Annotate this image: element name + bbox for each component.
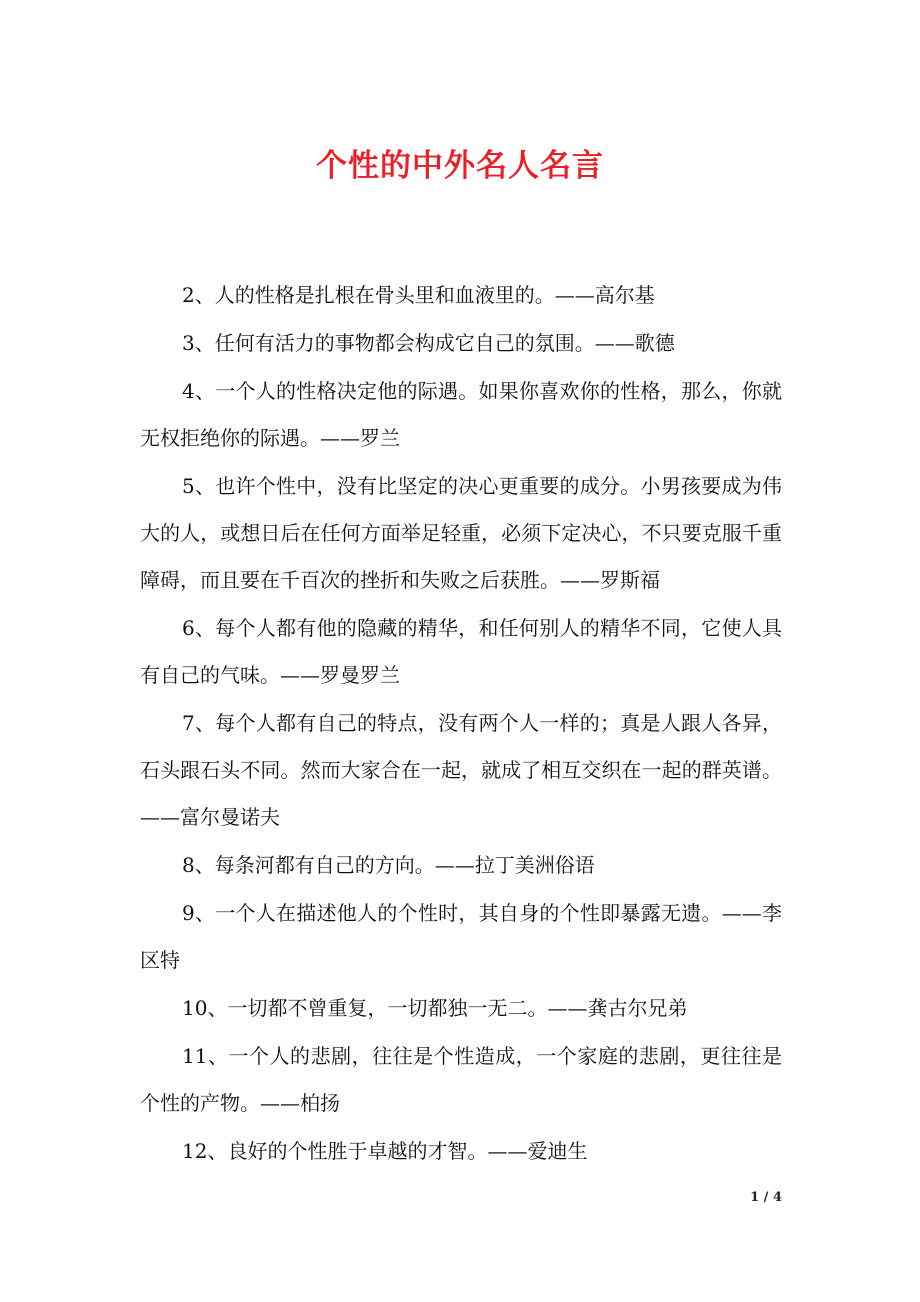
- quote-paragraph: 5、也许个性中，没有比坚定的决心更重要的成分。小男孩要成为伟大的人，或想日后在任何方面举足轻重，必须下定决心，不只要克服千重障碍，而且要在千百次的挫折和失败之后获胜。——罗斯福: [140, 474, 782, 592]
- quote-paragraph: 9、一个人在描述他人的个性时，其自身的个性即暴露无遗。——李区特: [140, 901, 782, 972]
- quote-paragraph: 7、每个人都有自己的特点，没有两个人一样的；真是人跟人各异，石头跟石头不同。然而大家合在一起，就成了相互交织在一起的群英谱。——富尔曼诺夫: [140, 711, 782, 829]
- page-title: 个性的中外名人名言: [316, 148, 604, 184]
- quote-paragraph: 3、任何有活力的事物都会构成它自己的氛围。——歌德: [182, 331, 675, 355]
- quote-paragraph: 2、人的性格是扎根在骨头里和血液里的。——高尔基: [182, 283, 655, 307]
- quote-paragraph: 10、一切都不曾重复，一切都独一无二。——龚古尔兄弟: [182, 996, 688, 1020]
- quote-paragraph: 4、一个人的性格决定他的际遇。如果你喜欢你的性格，那么，你就无权拒绝你的际遇。——罗兰: [140, 379, 782, 450]
- quote-list: [140, 272, 782, 1176]
- quote-paragraph: 12、良好的个性胜于卓越的才智。——爱迪生: [182, 1139, 588, 1163]
- quote-paragraph: 11、一个人的悲剧，往往是个性造成，一个家庭的悲剧，更往往是个性的产物。——柏扬: [140, 1044, 782, 1115]
- quote-paragraph: 8、每条河都有自己的方向。——拉丁美洲俗语: [182, 853, 595, 877]
- quote-paragraph: 6、每个人都有他的隐藏的精华，和任何别人的精华不同，它使人具有自己的气味。——罗曼罗兰: [140, 616, 782, 687]
- page-number: 1 / 4: [750, 1190, 782, 1205]
